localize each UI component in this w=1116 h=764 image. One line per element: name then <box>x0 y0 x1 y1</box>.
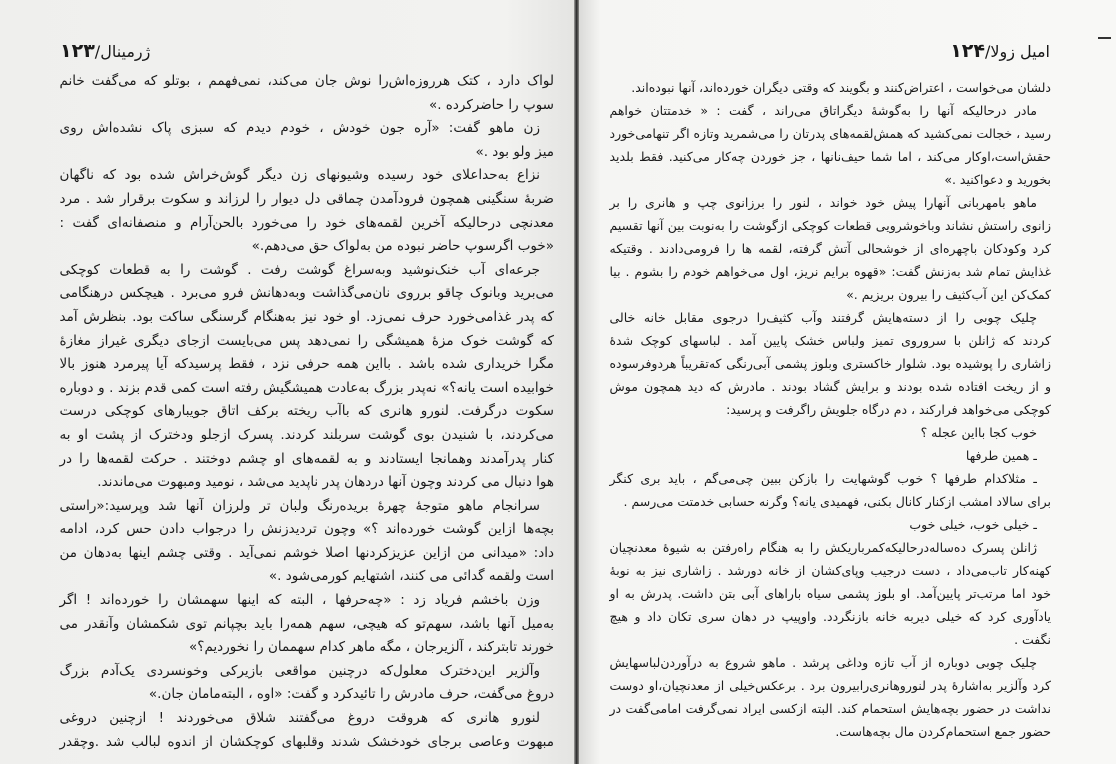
text-line <box>58 164 540 188</box>
paragraph <box>608 191 1051 306</box>
line-text: لنورو هانری که هروقت دروغ می‌گفتند شلاق می‌خوردند ! ازچنین دروغی <box>59 710 540 727</box>
line-text: حضور جمع استحمام‌کردن مال بچه‌هاست. <box>835 724 1051 739</box>
line-text: می‌برید وبانوک چاقو برروی نان‌می‌گذاشت وبه‌دهانش فرو می‌برد . هیچکس درهنگامی <box>59 285 554 302</box>
text-line <box>58 117 540 141</box>
page-body-text <box>58 70 554 754</box>
line-text: حقش‌است،اوکار می‌کند ، اما شما حیف‌نانها ، جز خوردن چه‌کار می‌کنید. فقط بلدید <box>609 149 1051 164</box>
line-text: چلیک چوبی دوباره از آب تازه وداغی پرشد . ماهو شروع به درآوردن‌لباسهایش <box>609 655 1037 670</box>
line-text: که پدر غذامی‌خورد حرف نمی‌زد. او خود نیز به‌هنگام گرسنگی ساکت بود. بنظرش آمد <box>59 308 554 325</box>
text-line <box>58 707 540 731</box>
page-body-text <box>608 76 1051 743</box>
text-line <box>608 674 1051 697</box>
text-line <box>608 99 1037 122</box>
text-line <box>58 70 554 94</box>
paragraph <box>608 651 1051 743</box>
line-text: کرد وآلزیر به‌اشارهٔ پدر لنوروهانری‌رابیرون برد . برعکس‌خیلی از معدنچیان،او دوست <box>609 678 1051 693</box>
text-line <box>58 660 540 684</box>
line-text: ـ مثلاکدام طرفها ؟ خوب گوشهایت را بازکن ببین چی‌می‌گم ، باید بری کنگر <box>609 471 1037 486</box>
line-text: ضربهٔ سنگینی همچون فرودآمدن چماقی دل دیوار را لرزاند و سکوت برقرار شد . مرد <box>59 190 554 207</box>
paragraph <box>608 421 1051 444</box>
paragraph <box>58 259 554 495</box>
line-text: هوا دنبال می کردند وچون آنها دردهان پدر ناپدید می‌شد ، نومید ومبهوت می‌ماندند. <box>97 474 554 491</box>
text-line <box>608 237 1051 260</box>
text-line <box>608 582 1051 605</box>
line-text: غذایش تمام شد به‌زنش گفت: «قهوه برایم نریز، اول می‌خواهم خودم را بشوم . بیا <box>609 264 1051 279</box>
paragraph <box>608 536 1051 651</box>
line-text: دلشان می‌خواست ، اعتراض‌کنند و بگویند که وقتی دیگران خورده‌اند، آنها نبوده‌اند. <box>631 80 1051 95</box>
text-line <box>58 282 554 306</box>
paragraph <box>58 589 554 660</box>
line-text: نداشت در حضور بچه‌هایش استحمام کند. البته ازکسی ایراد نمی‌گرفت امامی‌گفت در <box>609 701 1051 716</box>
text-line <box>608 191 1037 214</box>
text-line <box>58 94 554 118</box>
paragraph <box>608 99 1051 191</box>
text-line <box>608 628 1051 651</box>
paragraph <box>608 513 1051 536</box>
line-text: لواک دارد ، کتک هرروزه‌اش‌را نوش جان می‌کند، نمی‌فهمم ، بوتلو که می‌گفت خانم <box>59 73 554 89</box>
running-title: امیل زولا <box>990 42 1050 61</box>
line-text: کنار پدرآمدند وهمانجا ایستادند و به لقمه‌های او چشم دوختند . حرکت لقمه‌ها را در <box>59 450 554 467</box>
text-line <box>608 490 1051 513</box>
text-line <box>58 589 540 613</box>
text-line <box>58 353 554 377</box>
line-text: و از ریخت افتاده شده بودند و برایش گشاد بودند . مادرش که دید همچون موش <box>609 379 1051 394</box>
line-text: مادر درحالیکه آنها را به‌گوشهٔ دیگراتاق می‌راند ، گفت : « خدمتتان خواهم <box>609 103 1037 118</box>
text-line <box>608 398 1051 421</box>
text-line <box>608 76 1051 99</box>
right-page <box>579 0 1116 764</box>
crop-mark <box>1098 37 1111 39</box>
line-text: می‌کردند، با شنیدن بوی گوشت سربلند کردند. پسرک ازجلو ودخترک از پشت او به <box>59 426 554 443</box>
paragraph <box>58 707 554 754</box>
running-header <box>950 40 1050 62</box>
line-text: معدنچی درحالیکه آخرین لقمه‌های خود را می‌خورد بالحن‌آرام و منصفانه‌ای گفت : <box>59 214 554 231</box>
line-text: «خوب اگرسوپ حاضر نبوده من به‌لواک حق می‌دهم.» <box>251 238 554 255</box>
line-text: ژانلن پسرک ده‌ساله‌درحالیکه‌کمرباریکش را به هنگام راه‌رفتن به شیوهٔ معدنچیان <box>609 540 1037 555</box>
text-line <box>608 283 1051 306</box>
text-line <box>58 212 554 236</box>
paragraph <box>58 164 554 258</box>
text-line <box>58 518 554 542</box>
line-text: بچه‌ها ازاین گوشت خورده‌اند ؟» وچون تردیدزنش را درجواب دادن حس کرد، ادامه <box>59 521 554 538</box>
line-text: کوچکی می‌خواهد فرارکند ، دم درگاه جلویش راگرفت و پرسید: <box>726 402 1051 417</box>
text-line <box>608 697 1051 720</box>
paragraph <box>58 495 554 589</box>
text-line <box>608 651 1037 674</box>
text-line <box>608 559 1051 582</box>
line-text: سوپ را حاضرکرده .» <box>428 96 554 113</box>
paragraph <box>608 306 1051 421</box>
paragraph <box>608 467 1051 513</box>
text-line <box>608 168 1051 191</box>
line-text: زانوی راستش نشاند وباخوشرویی قطعات کوچکی ازگوشت را به‌نوبت بین آنها تقسیم <box>609 218 1051 233</box>
page-number: ۱۲۳ <box>60 40 95 62</box>
text-line <box>58 400 554 424</box>
line-text: زن ماهو گفت: «آره جون خودش ، خودم دیدم که سبزی پاک نشده‌اش روی <box>59 120 540 137</box>
text-line <box>608 329 1051 352</box>
line-text: داد: «میدانی من ازاین عزیزکردنها اصلا خوشم نمی‌آید . وقتی چشم اینها به‌دهان من <box>59 544 554 561</box>
text-line <box>58 731 554 755</box>
line-text: کمک‌کن این آب‌کثیف را بیرون بریزیم .» <box>846 287 1051 302</box>
text-line <box>608 536 1037 559</box>
line-text: سکوت درگرفت. لنورو هانری که باآب ریخته برکف اتاق جویبارهای کوچکی درست <box>59 403 554 420</box>
line-text: به‌میل آنها باشد، سهم‌تو که هیچی، سهم همه‌را باید بچپانم توی شکمشان وآنقدر می <box>59 615 554 632</box>
line-text: میز ولو بود .» <box>475 143 554 160</box>
text-line <box>58 141 554 165</box>
line-text: وآلزیر این‌دخترک معلول‌که درچنین مواقعی بازیرکی وخونسردی یک‌آدم بزرگ <box>59 662 540 679</box>
text-line <box>58 377 554 401</box>
text-line <box>58 495 540 519</box>
header-separator: / <box>984 42 991 61</box>
line-text: وزن باخشم فریاد زد : «چه‌حرفها ، البته که اینها سهمشان را خورده‌اند ! اگر <box>59 592 540 609</box>
line-text: خوابیده است یانه؟» نه‌پدر بزرگ به‌عادت همیشگیش رفته است کمی قدم بزند . و دوباره <box>59 379 554 396</box>
line-text: خوب کجا بااین عجله ؟ <box>920 425 1037 440</box>
text-line <box>58 424 554 448</box>
text-line <box>608 605 1051 628</box>
line-text: زاشاری را پوشیده بود. شلوار خاکستری وبلوز پشمی آبی‌رنگی که‌تقریباً هردوفرسوده <box>609 356 1051 371</box>
text-line <box>608 513 1037 536</box>
text-line <box>608 352 1051 375</box>
text-line <box>58 636 554 660</box>
line-text: بخورید و دعواکنید .» <box>944 172 1051 187</box>
text-line <box>58 542 554 566</box>
text-line <box>608 145 1051 168</box>
line-text: خورند تابترکند ، آلزیرجان ، مگه ماهر کدام سهممان را نخوردیم؟» <box>189 639 554 656</box>
line-text: ـ خیلی خوب، خیلی خوب <box>909 517 1037 532</box>
line-text: چلیک چوبی را از دسته‌هایش گرفتند وآب کثیف‌را درجوی مقابل خانه خالی <box>609 310 1037 325</box>
text-line <box>608 375 1051 398</box>
text-line <box>58 448 554 472</box>
page-number: ۱۲۴ <box>950 40 985 62</box>
paragraph <box>58 660 554 707</box>
paragraph <box>58 70 554 117</box>
text-line <box>58 188 554 212</box>
running-title: ژرمینال <box>100 42 151 61</box>
text-line <box>608 306 1037 329</box>
line-text: ماهو بامهربانی آنهارا پیش خود خواند ، لنور را برزانوی چپ و هانری را بر <box>609 195 1037 210</box>
line-text: سرانجام ماهو متوجهٔ چهرهٔ بریده‌رنگ ولبان تر ولرزان آنها شد وپرسید:«راستی <box>59 497 540 514</box>
running-header <box>60 40 150 62</box>
text-line <box>58 613 554 637</box>
line-text: برای سالاد امشب ازکنار کانال بکنی، فهمیدی یانه؟ وگرنه حسابی خدمتت می‌رسم . <box>623 494 1051 509</box>
text-line <box>608 421 1037 444</box>
text-line <box>608 260 1051 283</box>
text-line <box>58 306 554 330</box>
text-line <box>58 683 554 707</box>
paragraph <box>608 76 1051 99</box>
text-line <box>608 467 1037 490</box>
line-text: که گوشت خوک مزهٔ همیشگی را نمی‌دهد پس می‌بایست ازجای دیگری غیراز مغازهٔ <box>59 332 554 349</box>
line-text: دروغ می‌گفت، حرف مادرش را تائیدکرد و گفت: «اوه ، البته‌مامان جان.» <box>148 686 554 703</box>
text-line <box>608 122 1051 145</box>
line-text: نزاع به‌حداعلای خود رسیده وشیونهای زن دیگر گوش‌خراش شده بود که ناگهان <box>59 167 540 184</box>
text-line <box>58 235 554 259</box>
text-line <box>608 720 1051 743</box>
line-text: جرعه‌ای آب خنک‌نوشید وبه‌سراغ گوشت رفت . گوشت را به قطعات کوچکی <box>59 261 540 278</box>
line-text: ـ همین طرفها <box>965 448 1037 463</box>
line-text: نگفت . <box>1014 632 1051 647</box>
text-line <box>608 214 1051 237</box>
line-text: خود اما مرتب‌تر پایین‌آمد. او بلوز پشمی سیاه باراهای آبی بتن داشت. پدرش به او <box>609 586 1051 601</box>
text-line <box>58 565 554 589</box>
text-line <box>58 330 554 354</box>
line-text: کردند که ژانلن با سروروی تمیز ولباس خشک پایین آمد . لباسهای کوچک شدهٔ <box>609 333 1051 348</box>
line-text: رسید ، خجالت نمی‌کشید که همش‌لقمه‌های پدرتان را می‌شمرید وتازه اگر تنهامی‌خورد <box>609 126 1051 141</box>
text-line <box>58 471 554 495</box>
line-text: کرد وکودکان باچهره‌ای از خوشحالی آتش گرفته، لقمه ها را فرومی‌دادند . وقتیکه <box>609 241 1051 256</box>
line-text: است ولقمه گدائی می کنند، اشتهایم کورمی‌شود .» <box>268 568 554 585</box>
paragraph <box>608 444 1051 467</box>
line-text: مبهوت وعاصی برجای خودخشک شدند وقلبهای کوچکشان از اندوه لبالب شد .وچقدر <box>59 733 554 750</box>
text-line <box>608 444 1037 467</box>
line-text: کهنه‌کار تاب‌می‌داد ، دست درجیب وپای‌کشان از خانه دورشد . زاشاری نیز به نوبهٔ <box>609 563 1051 578</box>
line-text: مگرا خریداری شده باشد . بااین همه حرفی نزد ، فقط پرسیدکه آیا پیرمرد هنوز بالا <box>59 356 554 373</box>
text-line <box>58 259 540 283</box>
line-text: یادآوری کرد که خیلی دیربه خانه بازنگردد. واوپیپ در دهان سری تکان داد و هیچ <box>609 609 1051 624</box>
header-separator: / <box>94 42 101 61</box>
paragraph <box>58 117 554 164</box>
